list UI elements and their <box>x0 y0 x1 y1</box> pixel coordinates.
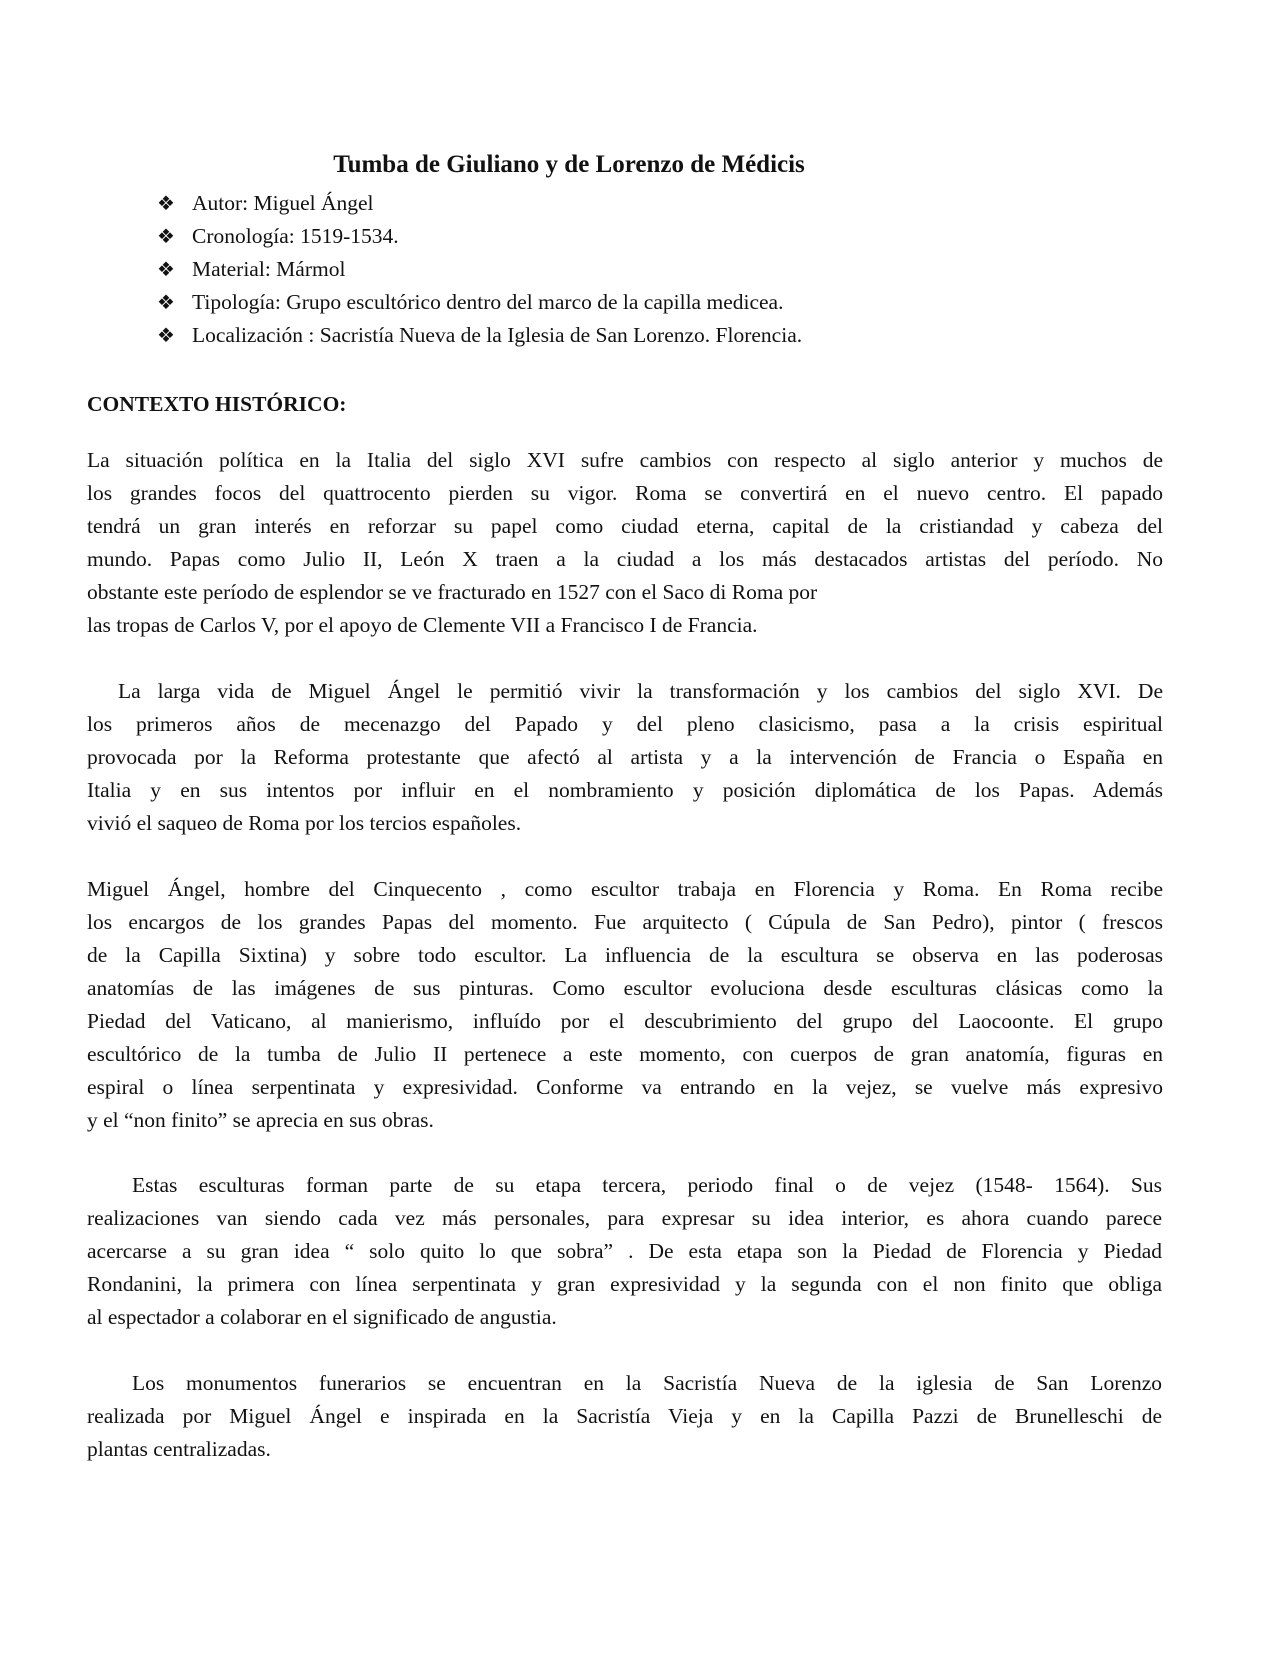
paragraph-3 <box>87 873 1163 1137</box>
diamond-bullet-icon: ❖ <box>157 323 175 347</box>
paragraph-line: escultórico de la tumba de Julio II pertenece a este momento, con cuerpos de gran anatomía, figuras en <box>87 1042 1163 1066</box>
detail-material <box>157 253 802 286</box>
detail-text: Localización : Sacristía Nueva de la Iglesia de San Lorenzo. Florencia. <box>192 323 803 347</box>
paragraph-line: realizada por Miguel Ángel e inspirada en la Sacristía Vieja y en la Capilla Pazzi de Brunelleschi de <box>87 1404 1162 1428</box>
paragraph-4 <box>87 1169 1162 1334</box>
detail-text: Material: Mármol <box>192 257 346 281</box>
paragraph-line: tendrá un gran interés en reforzar su papel como ciudad eterna, capital de la cristiandad y cabeza del <box>87 514 1163 538</box>
paragraph-line: realizaciones van siendo cada vez más personales, para expresar su idea interior, es ahora cuando parece <box>87 1206 1162 1230</box>
paragraph-5 <box>87 1367 1162 1466</box>
detail-location <box>157 319 802 352</box>
paragraph-line: los primeros años de mecenazgo del Papado y del pleno clasicismo, pasa a la crisis espiritual <box>87 712 1163 736</box>
detail-text: Cronología: 1519-1534. <box>192 224 399 248</box>
paragraph-line: los grandes focos del quattrocento pierden su vigor. Roma se convertirá en el nuevo centro. El papado <box>87 481 1163 505</box>
paragraph-line: las tropas de Carlos V, por el apoyo de Clemente VII a Francisco I de Francia. <box>87 613 758 637</box>
paragraph-line: Piedad del Vaticano, al manierismo, influído por el descubrimiento del grupo del Laocoonte. El grupo <box>87 1009 1163 1033</box>
paragraph-line: La situación política en la Italia del siglo XVI sufre cambios con respecto al siglo anterior y muchos de <box>87 448 1163 472</box>
artwork-details-list <box>157 187 802 352</box>
paragraph-line: Los monumentos funerarios se encuentran en la Sacristía Nueva de la iglesia de San Lorenzo <box>132 1371 1162 1395</box>
paragraph-line: acercarse a su gran idea “ solo quito lo que sobra” . De esta etapa son la Piedad de Florencia y Piedad <box>87 1239 1162 1263</box>
paragraph-line: Estas esculturas forman parte de su etapa tercera, periodo final o de vejez (1548- 1564). Sus <box>132 1173 1162 1197</box>
paragraph-1 <box>87 444 1163 642</box>
section-heading: CONTEXTO HISTÓRICO: <box>87 392 347 416</box>
document-title: Tumba de Giuliano y de Lorenzo de Médicis <box>333 151 805 178</box>
paragraph-line: Miguel Ángel, hombre del Cinquecento , como escultor trabaja en Florencia y Roma. En Roma recibe <box>87 877 1163 901</box>
diamond-bullet-icon: ❖ <box>157 191 175 215</box>
detail-chronology <box>157 220 802 253</box>
detail-typology <box>157 286 802 319</box>
paragraph-line: al espectador a colaborar en el significado de angustia. <box>87 1305 557 1329</box>
paragraph-line: espiral o línea serpentinata y expresividad. Conforme va entrando en la vejez, se vuelve más expresivo <box>87 1075 1163 1099</box>
paragraph-line: mundo. Papas como Julio II, León X traen a la ciudad a los más destacados artistas del período. No <box>87 547 1163 571</box>
paragraph-line: y el “non finito” se aprecia en sus obras. <box>87 1108 434 1132</box>
paragraph-line: vivió el saqueo de Roma por los tercios españoles. <box>87 811 522 835</box>
paragraph-line: provocada por la Reforma protestante que afectó al artista y a la intervención de Francia o España en <box>87 745 1163 769</box>
paragraph-line: obstante este período de esplendor se ve fracturado en 1527 con el Saco di Roma por <box>87 580 818 604</box>
paragraph-line: de la Capilla Sixtina) y sobre todo escultor. La influencia de la escultura se observa en las poderosas <box>87 943 1163 967</box>
detail-text: Autor: Miguel Ángel <box>192 191 374 215</box>
paragraph-line: anatomías de las imágenes de sus pinturas. Como escultor evoluciona desde esculturas clásicas como la <box>87 976 1163 1000</box>
paragraph-line: los encargos de los grandes Papas del momento. Fue arquitecto ( Cúpula de San Pedro), pintor ( frescos <box>87 910 1163 934</box>
detail-text: Tipología: Grupo escultórico dentro del marco de la capilla medicea. <box>192 290 784 314</box>
diamond-bullet-icon: ❖ <box>157 290 175 314</box>
paragraph-line: plantas centralizadas. <box>87 1437 271 1461</box>
paragraph-line: La larga vida de Miguel Ángel le permitió vivir la transformación y los cambios del siglo XVI. De <box>118 679 1163 703</box>
detail-author <box>157 187 802 220</box>
paragraph-line: Rondanini, la primera con línea serpentinata y gran expresividad y la segunda con el non finito que obliga <box>87 1272 1162 1296</box>
paragraph-line: Italia y en sus intentos por influir en el nombramiento y posición diplomática de los Papas. Además <box>87 778 1163 802</box>
diamond-bullet-icon: ❖ <box>157 257 175 281</box>
diamond-bullet-icon: ❖ <box>157 224 175 248</box>
paragraph-2 <box>87 675 1163 840</box>
